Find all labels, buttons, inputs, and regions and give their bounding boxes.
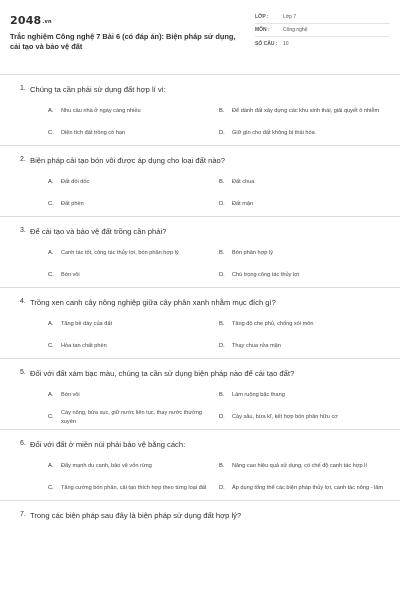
question-line [10,75,390,101]
option-letter: D. [219,343,225,350]
question-number: 2. [20,156,26,163]
option-text: Tăng cường bón phân, cải tạo thích hợp theo từng loại đất [61,485,207,492]
option-letter: B. [219,250,225,257]
option-letter: C. [48,343,54,350]
option-text: Nâng cao hiệu quả sử dụng, có chế độ canh tác hợp lí [232,463,367,470]
question-7 [0,501,400,527]
meta-label: MÔN : [255,27,270,33]
option-text: Hòa tan chất phèn [61,343,107,350]
meta-value: Công nghệ [283,27,308,33]
meta-panel [255,9,390,66]
question-text: Chúng ta cần phải sử dụng đất hợp lí vì: [30,85,166,94]
meta-row-class [255,11,390,24]
question-text: Biện pháp cải tạo bón vôi được áp dụng cho loại đất nào? [30,156,225,165]
option-letter: D. [219,485,225,492]
option-letter: D. [219,272,225,279]
option-letter: C. [48,201,54,208]
question-4 [0,288,400,359]
option-b[interactable] [219,314,390,336]
option-d[interactable] [219,123,390,145]
question-number: 6. [20,440,26,447]
question-line [10,501,390,527]
option-b[interactable] [219,385,390,407]
option-a[interactable] [48,172,219,194]
question-number: 3. [20,227,26,234]
option-text: Cày sâu, bừa kĩ, kết hợp bón phân hữu cơ [232,414,338,421]
meta-row-count [255,37,390,50]
question-text: Đối với đất ở miền núi phải bảo vệ bằng cách: [30,440,186,449]
question-5 [0,359,400,430]
question-number: 5. [20,369,26,376]
option-letter: A. [48,321,54,328]
option-letter: B. [219,463,225,470]
option-text: Nhu cầu nhà ở ngày càng nhiều [61,108,141,115]
option-letter: C. [48,272,54,279]
option-letter: D. [219,201,225,208]
option-d[interactable] [219,265,390,287]
meta-label: SỐ CÂU : [255,40,278,47]
option-letter: A. [48,392,54,399]
option-d[interactable] [219,478,390,500]
option-c[interactable] [48,407,219,429]
option-text: Làm ruộng bậc thang [232,392,285,399]
options [48,456,390,500]
option-c[interactable] [48,123,219,145]
site-logo[interactable] [10,14,246,30]
question-line [10,217,390,243]
option-text: Đất đồi dốc [61,179,90,186]
option-letter: C. [48,485,54,492]
meta-label: LỚP : [255,14,269,20]
option-text: Tăng bề dày của đất [61,321,113,328]
option-a[interactable] [48,314,219,336]
question-number: 1. [20,85,26,92]
option-d[interactable] [219,407,390,429]
option-b[interactable] [219,456,390,478]
option-text: Thay chua rửa mặn [232,343,281,350]
option-text: Đất chua [232,179,255,186]
option-text: Bón vôi [61,392,80,399]
options [48,385,390,429]
option-letter: B. [219,321,225,328]
option-a[interactable] [48,456,219,478]
option-letter: A. [48,108,54,115]
document-title: Trắc nghiệm Công nghệ 7 Bài 6 (có đáp án): Biện pháp sử dụng, cải tạo và bảo vệ đất [10,32,236,51]
options [48,314,390,358]
option-text: Bón phân hợp lý [232,250,273,257]
option-letter: A. [48,250,54,257]
option-letter: B. [219,179,225,186]
option-c[interactable] [48,194,219,216]
option-letter: B. [219,392,225,399]
option-text: Đất mặn [232,201,254,208]
option-text: Bón vôi [61,272,80,279]
question-number: 4. [20,298,26,305]
question-line [10,430,390,456]
option-b[interactable] [219,101,390,123]
option-c[interactable] [48,478,219,500]
question-text: Đối với đất xám bạc màu, chúng ta cần sử dụng biện pháp nào để cải tạo đất? [30,369,295,378]
option-b[interactable] [219,172,390,194]
option-text: Đẩy mạnh du canh, bảo vệ vốn rừng [61,463,152,470]
question-line [10,146,390,172]
option-letter: D. [219,414,225,421]
logo-text: 2048 [10,14,42,27]
question-text: Để cải tạo và bảo vệ đất trồng cần phải? [30,227,167,236]
option-d[interactable] [219,194,390,216]
option-d[interactable] [219,336,390,358]
header [10,9,390,66]
header-left [10,9,246,66]
option-letter: A. [48,463,54,470]
question-1 [0,75,400,146]
option-text: Tăng độ che phủ, chống xói mòn [232,321,314,328]
option-letter: C. [48,130,54,137]
meta-value: 10 [283,40,289,47]
options [48,101,390,145]
option-text: Diện tích đất trồng có hạn [61,130,126,137]
question-3 [0,217,400,288]
meta-value: Lớp 7 [283,14,297,20]
meta-row-subject [255,24,390,37]
option-a[interactable] [48,101,219,123]
question-line [10,288,390,314]
logo-suffix: .vn [42,19,52,25]
option-text: Áp dụng tổng thể các biện pháp thủy lợi, canh tác nông - lâm [232,485,384,492]
option-letter: B. [219,108,225,115]
option-text: Canh tác tốt, công tác thủy lợi, bón phân hợp lý [61,250,179,257]
option-text: Chú trọng công tác thủy lợi [232,272,300,279]
question-6 [0,430,400,501]
option-letter: D. [219,130,225,137]
question-line [10,359,390,385]
option-c[interactable] [48,265,219,287]
option-letter: C. [48,414,54,421]
question-text: Trong các biện pháp sau đây là biện pháp sử dụng đất hợp lý? [30,511,242,520]
option-text: Đất phèn [61,201,84,208]
option-b[interactable] [219,243,390,265]
option-text: Để dành đất xây dựng các khu sinh thái, giải quyết ô nhiễm [232,108,380,115]
question-number: 7. [20,511,26,518]
option-letter: A. [48,179,54,186]
option-text: Giữ gìn cho đất không bị thái hóa [232,130,315,137]
options [48,243,390,287]
option-a[interactable] [48,243,219,265]
option-a[interactable] [48,385,219,407]
option-text: Cày nông, bừa sục, giữ nước liên tục, thay nước thường xuyên [61,410,203,425]
option-c[interactable] [48,336,219,358]
question-2 [0,146,400,217]
options [48,172,390,216]
question-text: Trồng xen canh cây nông nghiệp giữa cây phân xanh nhằm mục đích gì? [30,298,276,307]
